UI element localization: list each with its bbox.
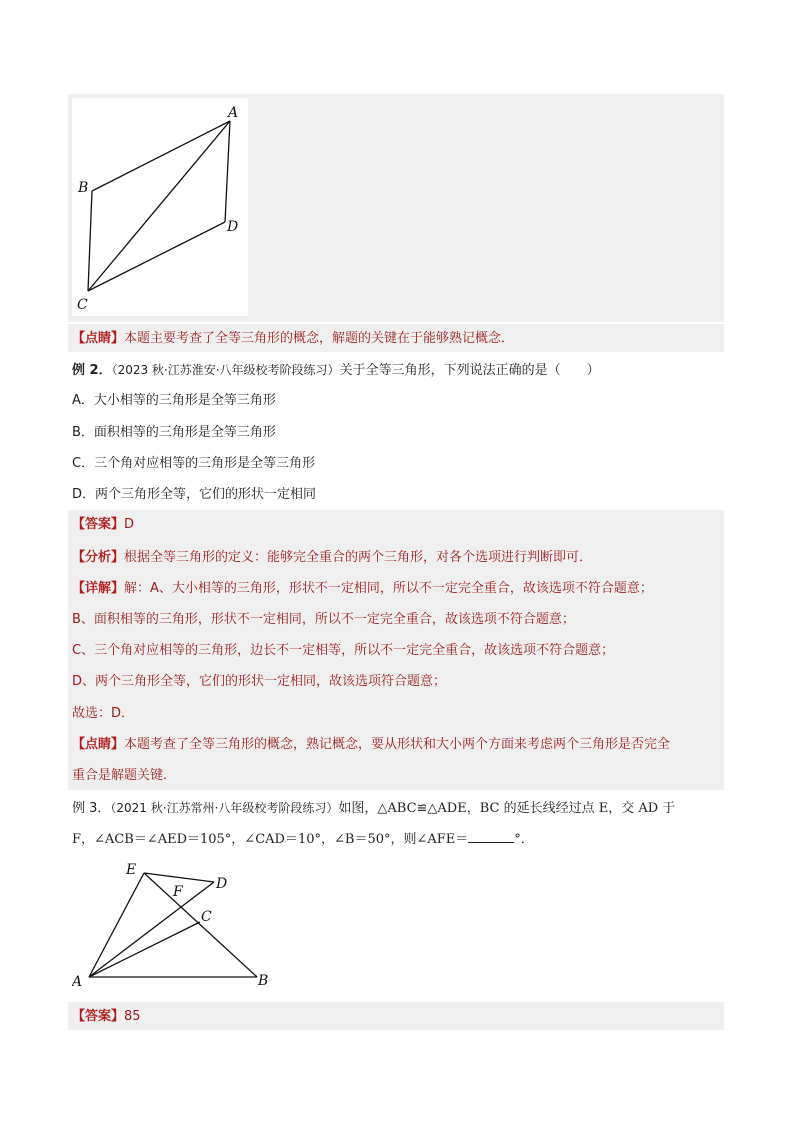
ex3-answer-value: 85	[124, 1009, 141, 1024]
ex2-dianjing-text-1: 本题考查了全等三角形的概念，熟记概念，要从形状和大小两个方面来考虑两个三角形是否完全	[124, 737, 671, 752]
ex2-detail-line-4: D、两个三角形全等，它们的形状一定相同，故该选项符合题意；	[72, 674, 447, 689]
ex3-question-line-2	[72, 830, 534, 850]
dianjing-1-tag: 【点睛】	[72, 331, 125, 346]
segment-da	[225, 121, 230, 222]
ex2-dianjing-line-2: 重合是解题关键．	[72, 768, 177, 783]
ex2-detail-line-2: B、面积相等的三角形，形状不一定相同，所以不一定完全重合，故该选项不符合题意；	[72, 612, 575, 627]
label-b: B	[258, 973, 269, 989]
segment-bc	[88, 191, 92, 291]
ex3-question-text-2: F，∠ACB＝∠AED＝105°，∠CAD＝10°，∠B＝50°，则∠AFE＝	[72, 832, 469, 847]
ex2-answer-tag: 【答案】	[72, 517, 125, 532]
ex2-detail-line-5: 故选：D．	[72, 706, 135, 721]
ex2-prefix: 例 2．	[72, 363, 112, 378]
ex2-answer	[72, 515, 134, 535]
ex2-dianjing-line-1	[72, 735, 670, 755]
ex2-option-b: B．面积相等的三角形是全等三角形	[72, 425, 276, 440]
ex3-prefix: 例 3．	[72, 801, 111, 816]
ex2-detail-line-1	[72, 579, 653, 599]
segment-ac	[88, 121, 230, 291]
segment-ed	[144, 873, 214, 882]
ex2-detail-text-1: 解：A、大小相等的三角形，形状不一定相同，所以不一定完全重合，故该选项不符合题意；	[124, 581, 653, 596]
ex3-answer	[72, 1007, 141, 1027]
label-b: B	[78, 180, 89, 196]
ex2-analysis-text: 根据全等三角形的定义：能够完全重合的两个三角形，对各个选项进行判断即可．	[124, 550, 593, 565]
ex2-question-text: 关于全等三角形，下列说法正确的是（ ）	[339, 363, 600, 378]
label-a: A	[72, 974, 83, 990]
ex2-analysis	[72, 548, 592, 568]
segment-ae	[89, 873, 144, 977]
ex3-question-text-1: 如图，△ABC≌△ADE，BC 的延长线经过点 E，交 AD 于	[338, 801, 676, 816]
label-e: E	[126, 862, 137, 878]
ex3-question-line-1	[72, 798, 675, 819]
ex2-answer-value: D	[124, 517, 135, 532]
label-a: A	[228, 105, 239, 121]
dianjing-1	[72, 329, 514, 349]
ex3-answer-band	[68, 1002, 724, 1030]
segment-eb	[144, 873, 257, 977]
ex2-option-c: C．三个角对应相等的三角形是全等三角形	[72, 456, 316, 471]
ex2-dianjing-tag: 【点睛】	[72, 737, 125, 752]
label-f: F	[173, 884, 183, 900]
ex3-source: （2021 秋·江苏常州·八年级校考阶段练习）	[110, 801, 339, 815]
ex2-detail-tag: 【详解】	[72, 581, 125, 596]
segment-ab	[92, 121, 230, 191]
label-d: D	[227, 219, 239, 235]
triangle-figure	[72, 858, 272, 990]
ex2-option-d: D．两个三角形全等，它们的形状一定相同	[72, 487, 317, 502]
ex3-answer-tag: 【答案】	[72, 1009, 125, 1024]
segment-ad	[89, 882, 214, 977]
ex2-question	[72, 360, 600, 381]
label-d: D	[216, 876, 228, 892]
ex2-detail-line-3: C、三个角对应相等的三角形，边长不一定相等，所以不一定完全重合，故该选项不符合题意；	[72, 643, 615, 658]
label-c: C	[77, 297, 88, 313]
ex3-question-text-3: °．	[514, 832, 534, 847]
dianjing-1-text: 本题主要考查了全等三角形的概念，解题的关键在于能够熟记概念．	[124, 331, 515, 346]
label-c: C	[201, 909, 212, 925]
segment-cd	[88, 222, 225, 291]
parallelogram-figure	[72, 98, 248, 316]
segment-ac	[89, 922, 200, 977]
ex2-option-a: A．大小相等的三角形是全等三角形	[72, 393, 276, 408]
ex2-analysis-tag: 【分析】	[72, 550, 125, 565]
ex2-source: （2023 秋·江苏淮安·八年级校考阶段练习）	[111, 363, 340, 377]
answer-blank	[468, 830, 514, 843]
